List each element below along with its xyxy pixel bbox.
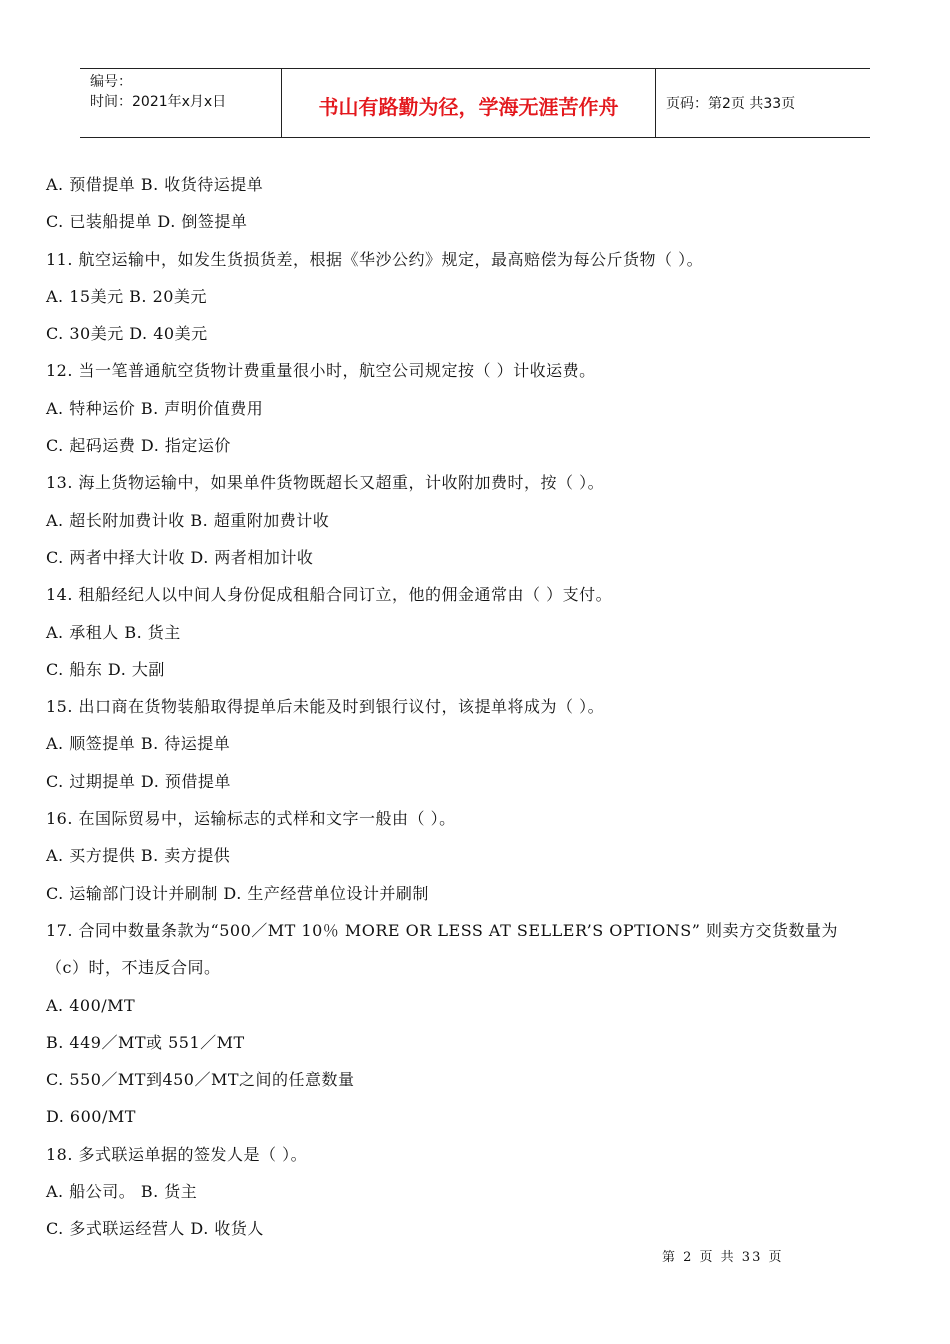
- document-date-label: 时间：2021年x月x日: [90, 94, 227, 110]
- text-line: A. 400/MT: [46, 995, 136, 1015]
- text-line: A. 超长附加费计收 B. 超重附加费计收: [46, 510, 330, 530]
- question-18: 18. 多式联运单据的签发人是（ ）。: [46, 1144, 308, 1164]
- text-line: C. 30美元 D. 40美元: [46, 324, 208, 344]
- document-body: [46, 166, 916, 1248]
- text-line: A. 预借提单 B. 收货待运提单: [46, 175, 264, 194]
- page-header: [80, 68, 870, 138]
- question-14: 14. 租船经纪人以中间人身份促成租船合同订立，他的佣金通常由（ ）支付。: [46, 585, 613, 605]
- question-15: 15. 出口商在货物装船取得提单后未能及时到银行议付，该提单将成为（ ）。: [46, 697, 605, 717]
- text-line: A. 15美元 B. 20美元: [46, 286, 207, 306]
- text-line: C. 船东 D. 大副: [46, 659, 165, 679]
- text-line: C. 已装船提单 D. 倒签提单: [46, 212, 248, 232]
- page-footer: 第 2 页 共 33 页: [662, 1250, 784, 1265]
- text-line: C. 多式联运经营人 D. 收货人: [46, 1219, 264, 1239]
- question-11: 11. 航空运输中，如发生货损货差，根据《华沙公约》规定，最高赔偿为每公斤货物（ ）。: [46, 249, 704, 269]
- text-line: C. 运输部门设计并刷制 D. 生产经营单位设计并刷制: [46, 883, 429, 903]
- text-line: A. 船公司。 B. 货主: [46, 1182, 198, 1202]
- text-line: A. 买方提供 B. 卖方提供: [46, 846, 231, 866]
- text-line: B. 449／MT或 551／MT: [46, 1032, 245, 1052]
- text-line: C. 两者中择大计收 D. 两者相加计收: [46, 547, 314, 567]
- question-12: 12. 当一笔普通航空货物计费重量很小时，航空公司规定按（ ）计收运费。: [46, 361, 596, 381]
- header-meta: [80, 69, 282, 137]
- document-number-label: 编号：: [90, 74, 132, 90]
- text-line: C. 550／MT到450／MT之间的任意数量: [46, 1070, 355, 1090]
- text-line: A. 特种运价 B. 声明价值费用: [46, 398, 264, 418]
- text-line: A. 承租人 B. 货主: [46, 622, 181, 642]
- text-line: C. 起码运费 D. 指定运价: [46, 436, 231, 456]
- text-line: C. 过期提单 D. 预借提单: [46, 771, 231, 791]
- header-motto: 书山有路勤为径，学海无涯苦作舟: [282, 69, 656, 137]
- text-line: D. 600/MT: [46, 1107, 136, 1127]
- question-16: 16. 在国际贸易中，运输标志的式样和文字一般由（ ）。: [46, 809, 456, 829]
- text-line: （c）时，不违反合同。: [46, 958, 221, 978]
- question-13: 13. 海上货物运输中，如果单件货物既超长又超重，计收附加费时，按（ ）。: [46, 473, 605, 493]
- header-page-info: 页码：第2页 共33页: [666, 96, 796, 112]
- text-line: A. 顺签提单 B. 待运提单: [46, 734, 231, 754]
- question-17: 17. 合同中数量条款为“500／MT 10％ MORE OR LESS AT SELLER’S OPTIONS” 则卖方交货数量为: [46, 920, 838, 940]
